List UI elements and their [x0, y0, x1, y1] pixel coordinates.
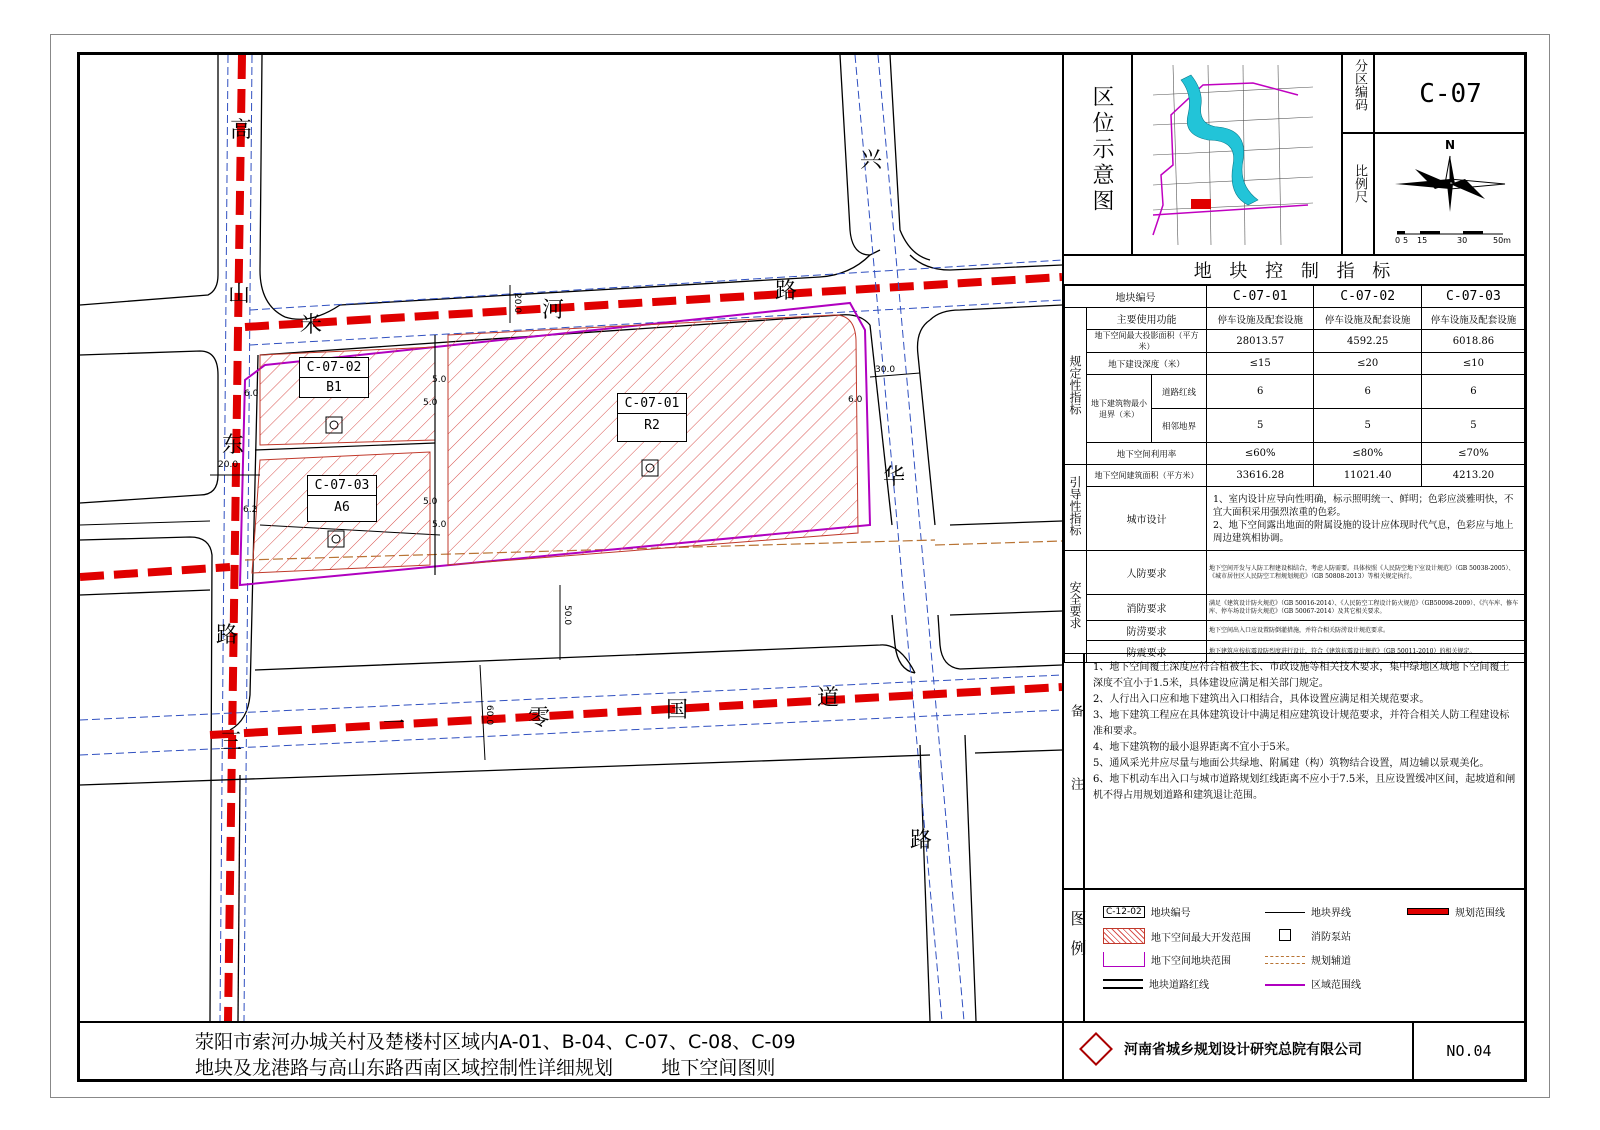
row-label-flood: 防涝要求 — [1087, 621, 1207, 641]
cell-main-use: 停车设施及配套设施 — [1421, 308, 1525, 330]
cell-max-area: 28013.57 — [1207, 330, 1314, 353]
cell-max-area: 6018.86 — [1421, 330, 1525, 353]
legend-max-range: 地下空间最大开发范围 — [1103, 928, 1251, 944]
label-gaoshan-4: 路 — [216, 623, 239, 648]
cell-floor-area: 4213.20 — [1421, 465, 1525, 487]
cell-floor-area: 11021.40 — [1314, 465, 1421, 487]
dim-5-c: 5.0 — [423, 497, 438, 507]
row-label-urban-design: 城市设计 — [1087, 487, 1207, 551]
dim-20-top: 20.0 — [512, 293, 522, 314]
label-mihe-1: 米 — [300, 313, 323, 338]
label-xinghua-2: 华 — [883, 465, 906, 490]
label-mihe-2: 河 — [542, 298, 565, 323]
fire-text: 满足《建筑设计防火规范》（GB 50016-2014）、《人民防空工程设计防火规范》（GB50098-2009）、《汽车库、修车库、停车场设计防火规范》（GB 50067-2014）及其它相关要求。 — [1207, 595, 1526, 621]
note-item: 3、地下建筑工程应在具体建筑设计中满足相应建筑设计规范要求，并符合相关人防工程建设标准和要求。 — [1093, 710, 1510, 737]
location-label: 区位示意图 — [1089, 85, 1114, 215]
note-item: 1、地下空间覆土深度应符合植被生长、市政设施等相关技术要求，集中绿地区域地下空间覆土深度不宜小于1.5米，具体建设应满足相关部门规定。 — [1093, 662, 1510, 689]
row-label-usage-rate: 地下空间利用率 — [1087, 443, 1207, 465]
zone-code-label: 分区编码 — [1352, 59, 1367, 111]
legend-plot-line: 地块界线 — [1265, 904, 1351, 919]
table-title-cell — [1064, 255, 1526, 285]
sheet-no: NO.04 — [1446, 1042, 1492, 1060]
control-index-table — [1064, 285, 1526, 663]
label-guodao-4: 国 — [666, 698, 689, 723]
seismic-text: 地下建筑应按抗震设防烈度进行设计，符合《建筑抗震设计规范》（GB 50011-2010）的相关规定。 — [1207, 641, 1526, 663]
dim-6-left: 6.0 — [244, 389, 259, 399]
scale-tick-50: 50m — [1493, 236, 1511, 245]
scale-label: 比例尺 — [1352, 164, 1367, 203]
parcel-use: R2 — [644, 418, 660, 433]
parcel-code: C-07-02 — [300, 358, 368, 378]
legend-region-line: 区域范围线 — [1265, 976, 1361, 991]
road-guodao-edge-top — [255, 645, 915, 673]
legend-plot-range: 地下空间地块范围 — [1103, 952, 1231, 967]
cell-setback-adj: 5 — [1207, 409, 1314, 443]
label-guodao-5: 道 — [817, 686, 840, 711]
label-guodao-1: 三 — [220, 730, 243, 755]
location-map — [1132, 55, 1342, 255]
row-label-setback: 地下建筑物最小退界（米） — [1087, 375, 1152, 443]
dim-60: 60.0 — [484, 705, 494, 726]
urban-design-text — [1207, 487, 1526, 551]
cell-depth: ≤20 — [1314, 353, 1421, 375]
label-mihe-3: 路 — [775, 279, 798, 304]
parcel-label-c0701[interactable] — [617, 393, 687, 442]
parcel-use: B1 — [326, 380, 342, 395]
col-header-id: C-07-01 — [1207, 286, 1314, 308]
company-logo-icon — [1079, 1032, 1113, 1066]
zone-code-label-cell — [1342, 55, 1374, 133]
sheet-no-cell — [1412, 1023, 1524, 1079]
row-label-fire: 消防要求 — [1087, 595, 1207, 621]
info-panel — [1062, 55, 1524, 1021]
legend-plot-code: C-12-02 地块编号 — [1103, 904, 1191, 919]
dim-30: 30.0 — [875, 365, 896, 375]
row-label-setback-road: 道路红线 — [1152, 375, 1207, 409]
dim-50: 50.0 — [562, 605, 572, 626]
row-label-max-area: 地下空间最大投影面积（平方米） — [1087, 330, 1207, 353]
legend-label-cell — [1064, 889, 1087, 1021]
table-title: 地 块 控 制 指 标 — [1193, 261, 1397, 282]
label-guodao-3: 零 — [528, 706, 551, 731]
location-label-cell — [1064, 55, 1132, 255]
group-safety: 安全要求 — [1065, 551, 1087, 663]
legend-road-redline: 地块道路红线 — [1103, 976, 1209, 991]
dim-6-right: 6.0 — [848, 395, 863, 405]
civil-defense-text: 地下空间开发与人防工程建设相结合，考虑人防需要。具体按照《人民防空地下室设计规范》（GB 50038-2005）、《城市居住区人民防空工程规划规范》（GB 50808-2013）等相关规定执行。 — [1207, 551, 1526, 595]
plan-title-line1: 荥阳市索河办城关村及楚楼村区域内A-01、B-04、C-07、C-08、C-09 — [195, 1031, 796, 1053]
row-label-civil-defense: 人防要求 — [1087, 551, 1207, 595]
road-gaoshan-edge-left3 — [80, 537, 212, 1021]
cell-setback-road: 6 — [1207, 375, 1314, 409]
row-label-seismic: 防震要求 — [1087, 641, 1207, 663]
road-guodao-edge-bottom — [80, 755, 930, 785]
parcel-code: C-07-01 — [618, 394, 686, 414]
road-gaoshan-edge-left2 — [80, 351, 218, 503]
cell-main-use: 停车设施及配套设施 — [1314, 308, 1421, 330]
cell-usage-rate: ≤80% — [1314, 443, 1421, 465]
legend-boundary: 规划范围线 — [1407, 904, 1505, 919]
north-label: N — [1445, 138, 1456, 152]
label-xinghua-1: 兴 — [860, 148, 883, 173]
site-plan-svg — [80, 55, 1062, 1021]
row-label-main-use: 主要使用功能 — [1087, 308, 1207, 330]
row-label-floor-area: 地下空间建筑面积（平方米） — [1087, 465, 1207, 487]
label-gaoshan-2: 山 — [228, 282, 251, 307]
group-regulatory: 规定性指标 — [1065, 308, 1087, 465]
dim-5-a: 5.0 — [432, 375, 447, 385]
dim-5-d: 5.0 — [432, 520, 447, 530]
road-gaoshan-edge-right — [260, 55, 285, 317]
scale-tick-15: 15 — [1417, 236, 1428, 245]
note-item: 4、地下建筑物的最小退界距离不宜小于5米。 — [1093, 742, 1296, 753]
col-header-id: C-07-03 — [1421, 286, 1525, 308]
company-name: 河南省城乡规划设计研究总院有限公司 — [1124, 1042, 1362, 1058]
legend-aux-road: 规划辅道 — [1265, 952, 1351, 967]
label-guodao-2: 一 — [383, 712, 406, 737]
cell-depth: ≤10 — [1421, 353, 1525, 375]
row-label-depth: 地下建设深度（米） — [1087, 353, 1207, 375]
scale-tick-5: 5 — [1403, 236, 1409, 245]
location-map-svg — [1133, 55, 1341, 253]
note-item: 5、通风采光井应尽量与地面公共绿地、附属建（构）筑物结合设置，周边辅以景观美化。 — [1093, 758, 1490, 769]
parcel-label-c0702[interactable] — [299, 357, 369, 398]
row-label-setback-adj: 相邻地界 — [1152, 409, 1207, 443]
plan-title-line2: 地块及龙港路与高山东路西南区域控制性详细规划 地下空间图则 — [195, 1057, 776, 1079]
legend-sample-code: C-12-02 — [1103, 906, 1145, 918]
north-scale-cell — [1374, 133, 1526, 255]
flood-text: 地下空间出入口应设置防倒灌措施，并符合相关防涝设计规范要求。 — [1207, 621, 1526, 641]
group-guidance: 引导性指标 — [1065, 465, 1087, 551]
legend-cell — [1084, 889, 1526, 1021]
notes-label: 备注 — [1068, 704, 1083, 850]
fire-pump-icon — [1279, 929, 1291, 941]
urban-design-line: 2、地下空间露出地面的附属设施的设计应体现时代气息，色彩应与地上周边建筑相协调。 — [1213, 519, 1514, 544]
note-item: 6、地下机动车出入口与城市道路规划红线距离不应小于7.5米，且应设置缓冲区间，起坡道和闸机不得占用规划道路和建筑退让范围。 — [1093, 774, 1516, 801]
parcel-use: A6 — [334, 500, 350, 515]
boundary-gaoshan — [228, 55, 242, 1021]
zone-code-cell — [1374, 55, 1526, 133]
road-gaoshan-edge-left — [80, 55, 218, 305]
site-plan-map — [80, 55, 1062, 1021]
cell-usage-rate: ≤60% — [1207, 443, 1314, 465]
scale-tick-0: 0 — [1395, 236, 1401, 245]
label-gaoshan-1: 高 — [230, 118, 253, 143]
parcel-label-c0703[interactable] — [307, 475, 377, 522]
label-xinghua-3: 路 — [910, 828, 933, 853]
legend-fire-pump: 消防泵站 — [1265, 928, 1351, 943]
cell-setback-adj: 5 — [1314, 409, 1421, 443]
cell-setback-road: 6 — [1421, 375, 1525, 409]
dim-20-left: 20.0 — [218, 460, 239, 470]
col-header-plot: 地块编号 — [1065, 286, 1207, 308]
cell-depth: ≤15 — [1207, 353, 1314, 375]
cell-setback-road: 6 — [1314, 375, 1421, 409]
urban-design-line: 1、室内设计应导向性明确，标示照明统一、鲜明；色彩应淡雅明快，不宜大面积采用强烈浓重的色彩。 — [1213, 493, 1514, 518]
parcel-code: C-07-03 — [308, 476, 376, 496]
title-block — [80, 1021, 1524, 1079]
zone-code: C-07 — [1419, 78, 1482, 109]
notes-cell — [1084, 653, 1526, 889]
legend-label: 图例 — [1068, 910, 1087, 970]
cell-floor-area: 33616.28 — [1207, 465, 1314, 487]
cell-main-use: 停车设施及配套设施 — [1207, 308, 1314, 330]
col-header-id: C-07-02 — [1314, 286, 1421, 308]
notes-label-cell — [1064, 653, 1084, 889]
dim-6-2: 6.2 — [243, 505, 258, 515]
cell-usage-rate: ≤70% — [1421, 443, 1525, 465]
label-gaoshan-3: 东 — [222, 433, 245, 458]
scale-tick-30: 30 — [1457, 236, 1468, 245]
boundary-mihe — [245, 277, 1062, 327]
dim-5-b: 5.0 — [423, 398, 438, 408]
road-gaoshan-edge-right3 — [238, 775, 240, 1021]
cell-max-area: 4592.25 — [1314, 330, 1421, 353]
note-item: 2、人行出入口应和地下建筑出入口相结合，具体设置应满足相关规范要求。 — [1093, 694, 1430, 705]
scale-label-cell — [1342, 133, 1374, 255]
boundary-west-branch — [80, 567, 230, 577]
road-xinghua-edge-right — [890, 55, 930, 260]
cell-setback-adj: 5 — [1421, 409, 1525, 443]
company-cell — [1062, 1023, 1412, 1079]
